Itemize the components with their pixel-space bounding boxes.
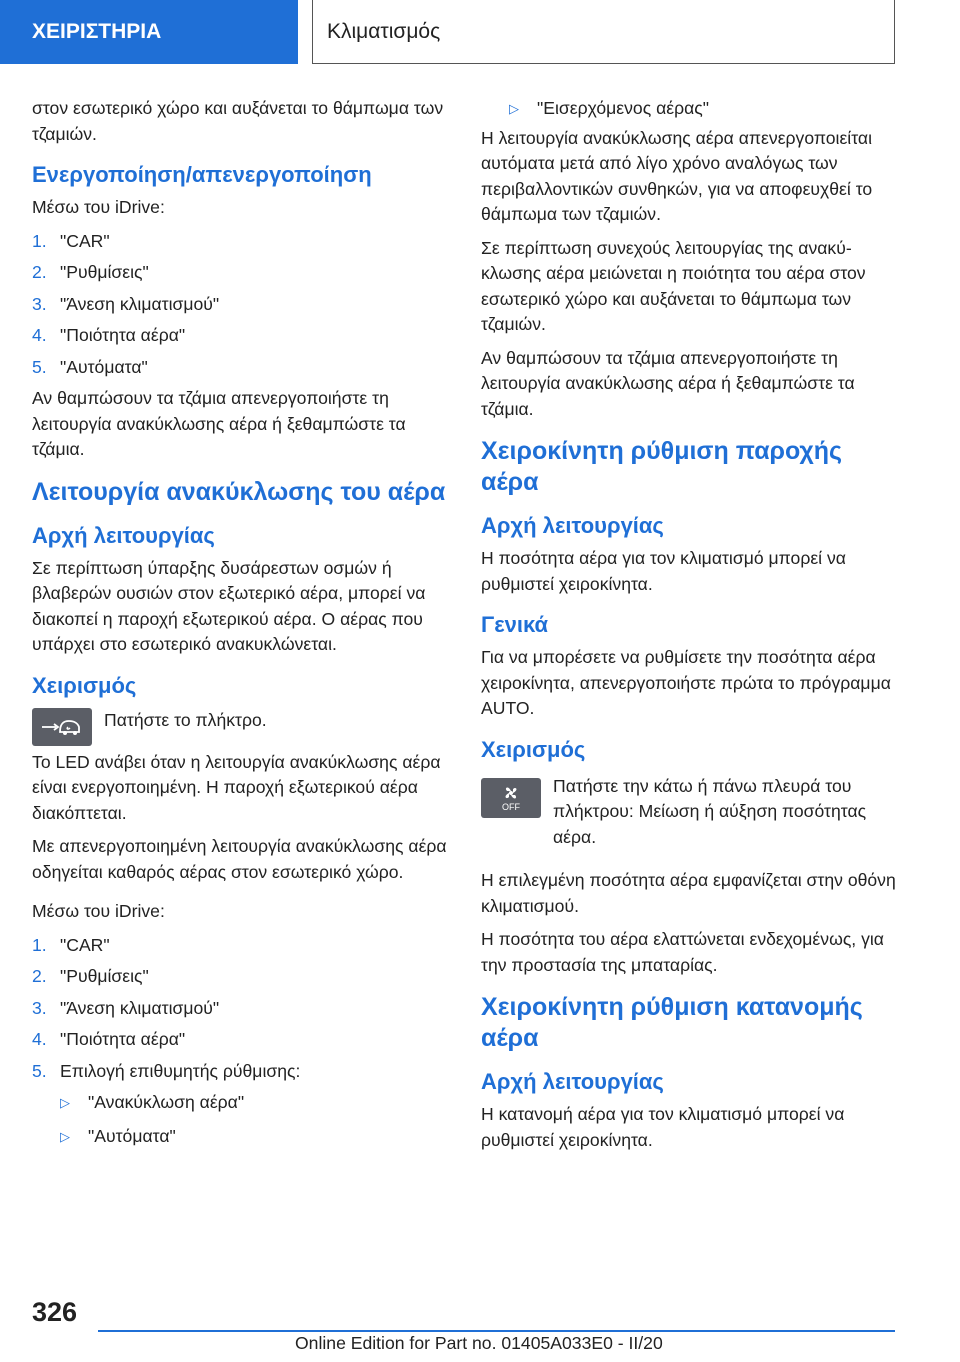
step-text: "Ποιότητα αέρα" [60, 1029, 186, 1049]
triangle-bullet-icon: ▷ [509, 101, 519, 116]
step-text: "Ρυθμίσεις" [60, 966, 149, 986]
list-item [32, 933, 452, 959]
via-idrive-2: Μέσω του iDrive: [32, 901, 165, 921]
triangle-bullet-icon: ▷ [60, 1095, 70, 1110]
fan-button-icon [481, 778, 541, 818]
steps-list-2 [32, 933, 452, 1085]
step-number: 2. [32, 262, 47, 282]
step-number: 1. [32, 934, 47, 955]
reduced-text: Η ποσότητα του αέρα ελαττώνεται ενδεχομένως, για την προστασία της μπαταρίας. [481, 929, 884, 975]
step-number: 4. [32, 1029, 47, 1049]
edition-text: Online Edition for Part no. 01405A033E0 - II/20 [295, 1333, 663, 1353]
step-number: 3. [32, 997, 47, 1018]
step-text: "Αυτόματα" [60, 356, 148, 377]
intro-text: στον εσωτερικό χώρο και αυξάνεται το θάμπωμα των τζαμιών. [32, 98, 444, 144]
list-item [60, 1124, 452, 1150]
option-text: "Ανακύκλωση αέρα" [88, 1092, 245, 1112]
step-text: "CAR" [60, 934, 110, 955]
incoming-desc: Η λειτουργία ανακύκλωσης αέρα απενεργοποιείται αυτόματα μετά από λίγο χρόνο αναλόγως των περιβαλλοντικών συνθηκών, για να αποφευχθεί το θάμπωμα των τζαμιών. [481, 127, 873, 224]
step-number: 5. [32, 1060, 47, 1081]
fog-text-2: Αν θαμπώσουν τα τζάμια απενεργοποιήστε τη λειτουργία ανακύκλωσης αέρα ή ξεθαμπώστε τα τζάμια. [481, 347, 855, 419]
shown-text: Η επιλεγμένη ποσότητα αέρα εμφανίζεται στην οθόνη κλιματισμού. [481, 870, 896, 916]
list-item [32, 996, 452, 1022]
fan-off-label: OFF [502, 801, 520, 812]
recirculation-button-icon [32, 708, 92, 746]
general-text: Για να μπορέσετε να ρυθμίσετε την ποσότητα αέρα χειροκίνητα, απενεργοποιήστε πρώτα το πρόγραμμα AUTO. [481, 647, 891, 718]
section-tab: ΧΕΙΡΙΣΤΗΡΙΑ [0, 0, 298, 64]
principle-text-3: Η κατανομή αέρα για τον κλιματισμό μπορεί να ρυθμιστεί χειροκίνητα. [481, 1104, 845, 1150]
heading-manual-distribution: Χειροκίνητη ρύθμιση κατανομής αέρα [481, 993, 863, 1052]
fan-button-row [481, 774, 901, 859]
list-item [32, 323, 452, 349]
heading-principle: Αρχή λειτουργίας [32, 522, 215, 548]
step-number: 4. [32, 325, 47, 345]
step-number: 2. [32, 966, 47, 986]
principle-text: Σε περίπτωση ύπαρξης δυσάρεστων οσμών ή βλαβερών ουσιών στον εξωτερικό αέρα, μπορεί να διακοπεί η παροχή εξωτερικού αέρα. Ο αέρας που υπάρχει στο εσωτερικό ανακυκλώνεται. [32, 557, 426, 654]
fog-text-1: Αν θαμπώσουν τα τζάμια απενεργοποιήστε τη λειτουργία ανακύκλωσης αέρα ή ξεθαμπώστε τα τζάμια. [32, 388, 406, 459]
fan-text: Πατήστε την κάτω ή πάνω πλευρά του πλήκτρου: Μείωση ή αύξηση ποσότητας αέρα. [553, 775, 867, 847]
step-number: 5. [32, 356, 47, 377]
led-text: Το LED ανάβει όταν η λειτουργία ανακύκλωσης αέρα είναι ενεργοποιημένη. Η παροχή εξωτερικού αέρα διακόπτεται. [32, 751, 441, 823]
step-text: Επιλογή επιθυμητής ρύθμισης: [60, 1060, 301, 1081]
heading-operation: Χειρισμός [32, 672, 137, 698]
heading-manual-flow: Χειροκίνητη ρύθμιση παροχής αέρα [481, 437, 843, 496]
footer-divider [98, 1330, 895, 1332]
list-item [60, 1090, 452, 1116]
press-button-text: Πατήστε το πλήκτρο. [104, 709, 267, 730]
chapter-title: Κλιματισμός [312, 0, 895, 64]
list-item [32, 1027, 452, 1053]
recirc-button-row [32, 706, 452, 746]
heading-operation-2: Χειρισμός [481, 736, 586, 762]
incoming-option [481, 96, 901, 122]
via-idrive-1: Μέσω του iDrive: [32, 197, 165, 217]
principle-text-2: Η ποσότητα αέρα για τον κλιματισμό μπορεί να ρυθμιστεί χειροκίνητα. [481, 548, 846, 594]
triangle-bullet-icon: ▷ [60, 1128, 70, 1144]
right-column [481, 96, 901, 1161]
heading-principle-3: Αρχή λειτουργίας [481, 1069, 664, 1094]
option-text: "Αυτόματα" [88, 1125, 176, 1146]
option-text: "Εισερχόμενος αέρας" [537, 98, 709, 118]
steps-list-1 [32, 229, 452, 381]
step-text: "CAR" [60, 230, 110, 251]
step-number: 3. [32, 293, 47, 314]
heading-general: Γενικά [481, 612, 549, 637]
step-text: "Ποιότητα αέρα" [60, 325, 186, 345]
list-item [32, 229, 452, 255]
clean-air-text: Με απενεργοποιημένη λειτουργία ανακύκλωσης αέρα οδηγείται καθαρός αέρας στον εσωτερικό χώρο. [32, 836, 447, 882]
list-item [32, 355, 452, 381]
step-text: "Άνεση κλιματισμού" [60, 997, 220, 1018]
list-item [32, 964, 452, 990]
list-item [32, 260, 452, 286]
step-text: "Ρυθμίσεις" [60, 262, 149, 282]
list-item [32, 292, 452, 318]
heading-on-off: Ενεργοποίηση/απενεργοποίηση [32, 162, 372, 187]
left-column [32, 96, 452, 1157]
step-number: 1. [32, 230, 47, 251]
heading-recirculation: Λειτουργία ανακύκλωσης του αέρα [32, 477, 446, 506]
page-number: 326 [32, 1297, 78, 1327]
list-item [32, 1059, 452, 1085]
sub-options-list [32, 1090, 452, 1149]
continuous-text: Σε περίπτωση συνεχούς λειτουργίας της ανακύκλωσης αέρα μειώνεται η ποιότητα του αέρα στον εσωτερικό χώρο και αυξάνεται το θάμπωμα των τζαμιών. [481, 237, 866, 334]
step-text: "Άνεση κλιματισμού" [60, 293, 220, 314]
heading-principle-2: Αρχή λειτουργίας [481, 513, 664, 538]
list-item [509, 96, 901, 122]
